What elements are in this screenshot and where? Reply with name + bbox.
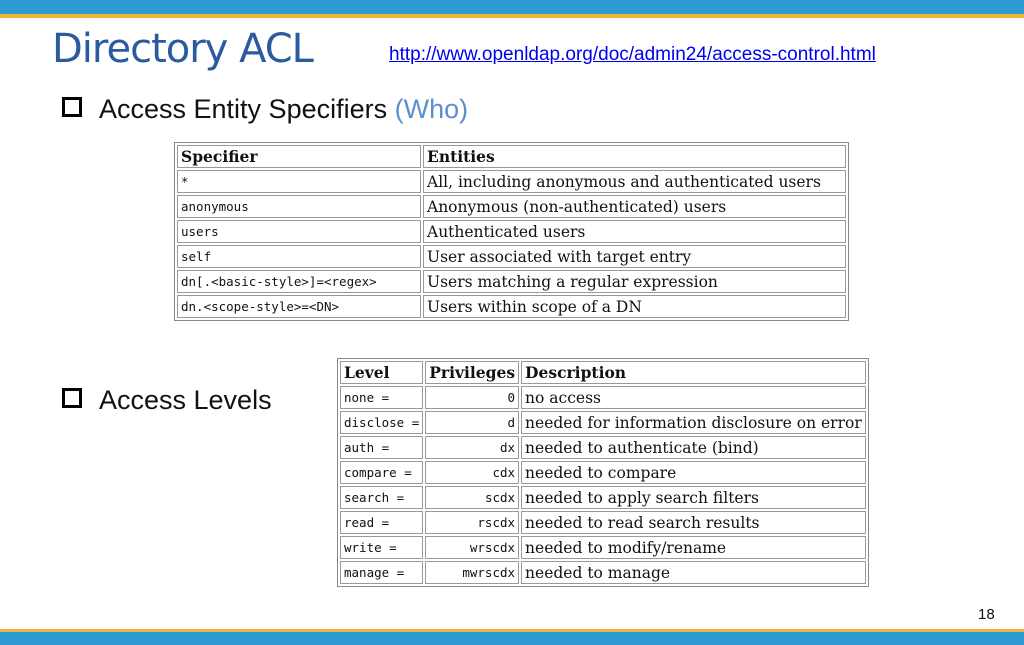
table-header-row <box>340 361 866 384</box>
table-row <box>177 295 846 318</box>
privileges-cell: cdx <box>425 461 519 484</box>
description-cell: needed to modify/rename <box>521 536 866 559</box>
bottom-band <box>0 632 1024 645</box>
table-row <box>177 195 846 218</box>
table-header-row <box>177 145 846 168</box>
description-cell: needed for information disclosure on error <box>521 411 866 434</box>
specifier-cell: users <box>177 220 421 243</box>
level-cell: compare = <box>340 461 423 484</box>
description-cell: needed to manage <box>521 561 866 584</box>
header-cell: Entities <box>423 145 846 168</box>
privileges-cell: scdx <box>425 486 519 509</box>
level-cell: write = <box>340 536 423 559</box>
table-row <box>340 386 866 409</box>
table-row <box>340 411 866 434</box>
header-cell: Privileges <box>425 361 519 384</box>
entities-cell: Users within scope of a DN <box>423 295 846 318</box>
page-number: 18 <box>978 606 995 623</box>
header-cell: Specifier <box>177 145 421 168</box>
privileges-cell: wrscdx <box>425 536 519 559</box>
entities-cell: Authenticated users <box>423 220 846 243</box>
header-cell: Level <box>340 361 423 384</box>
table-row <box>340 436 866 459</box>
reference-link[interactable]: http://www.openldap.org/doc/admin24/access-control.html <box>389 44 876 65</box>
access-levels-table <box>337 358 869 587</box>
entities-cell: Users matching a regular expression <box>423 270 846 293</box>
description-cell: needed to read search results <box>521 511 866 534</box>
description-cell: needed to authenticate (bind) <box>521 436 866 459</box>
table-row <box>340 486 866 509</box>
specifier-cell: dn[.<basic-style>]=<regex> <box>177 270 421 293</box>
level-cell: disclose = <box>340 411 423 434</box>
specifier-cell: dn.<scope-style>=<DN> <box>177 295 421 318</box>
privileges-cell: dx <box>425 436 519 459</box>
slide-title: Directory ACL <box>52 26 313 72</box>
header-cell: Description <box>521 361 866 384</box>
table-row <box>340 511 866 534</box>
bullet-access-levels <box>62 385 272 416</box>
table-row <box>340 561 866 584</box>
description-cell: needed to apply search filters <box>521 486 866 509</box>
top-band <box>0 0 1024 14</box>
table-row <box>177 270 846 293</box>
level-cell: none = <box>340 386 423 409</box>
privileges-cell: 0 <box>425 386 519 409</box>
level-cell: auth = <box>340 436 423 459</box>
bullet-text: Access Entity Specifiers <box>99 94 395 124</box>
entities-cell: User associated with target entry <box>423 245 846 268</box>
level-cell: search = <box>340 486 423 509</box>
privileges-cell: mwrscdx <box>425 561 519 584</box>
description-cell: needed to compare <box>521 461 866 484</box>
table-row <box>177 245 846 268</box>
entities-cell: Anonymous (non-authenticated) users <box>423 195 846 218</box>
level-cell: manage = <box>340 561 423 584</box>
specifier-cell: * <box>177 170 421 193</box>
table-row <box>340 461 866 484</box>
top-accent-rule <box>0 14 1024 18</box>
table-row <box>177 170 846 193</box>
bullet-access-entity-specifiers <box>62 94 468 125</box>
table-row <box>177 220 846 243</box>
privileges-cell: d <box>425 411 519 434</box>
entities-cell: All, including anonymous and authenticated users <box>423 170 846 193</box>
specifier-cell: anonymous <box>177 195 421 218</box>
square-bullet-icon <box>62 97 82 117</box>
privileges-cell: rscdx <box>425 511 519 534</box>
specifier-table <box>174 142 849 321</box>
level-cell: read = <box>340 511 423 534</box>
description-cell: no access <box>521 386 866 409</box>
bullet-who: (Who) <box>394 94 469 124</box>
specifier-cell: self <box>177 245 421 268</box>
table-row <box>340 536 866 559</box>
bullet-text: Access Levels <box>99 385 272 415</box>
square-bullet-icon <box>62 388 82 408</box>
